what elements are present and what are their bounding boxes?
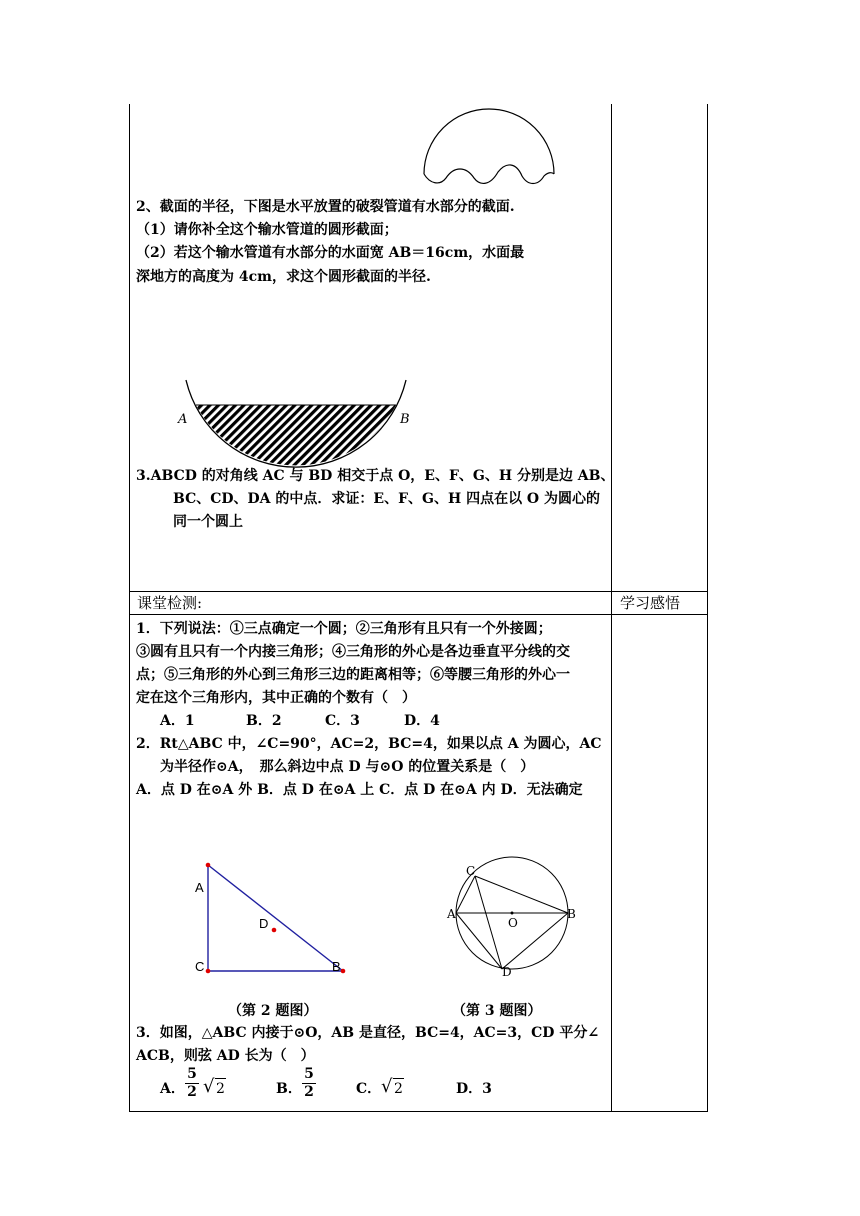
fig2-point-c: [206, 969, 211, 974]
fig2-point-a: [206, 863, 211, 868]
test-q1-line1: 1．下列说法：①三点确定一个圆；②三角形有且只有一个外接圆；: [136, 621, 552, 637]
option-a-denominator: 2: [187, 1084, 197, 1100]
option-a-fraction: [185, 1066, 199, 1101]
test-q3-option-a-label: A．: [160, 1081, 185, 1097]
fig3-caption: （第 3 题图）: [452, 1003, 542, 1019]
option-a-numerator: 5: [187, 1066, 197, 1082]
fig2-label-c: C: [195, 959, 205, 974]
test-q3-option-c-label: C．: [356, 1081, 382, 1097]
fig2-point-d: [272, 928, 277, 933]
table-border-right: [707, 104, 708, 1112]
fig3-label-b: B: [567, 907, 576, 921]
test-q1-option-a: A．1: [160, 713, 195, 729]
option-b-denominator: 2: [304, 1084, 314, 1100]
fig2-caption: （第 2 题图）: [228, 1003, 318, 1019]
test-q1-line4: 定在这个三角形内，其中正确的个数有（ ）: [136, 690, 416, 706]
pipe-label-b: B: [400, 412, 410, 427]
test-q1-option-c: C．3: [325, 713, 360, 729]
classroom-test-header: 课堂检测:: [137, 594, 203, 612]
fig3-label-a: A: [447, 907, 456, 921]
option-a-sqrt-sign: √: [203, 1076, 215, 1097]
test-q3-line2: ACB，则弦 AD 长为（ ）: [136, 1048, 315, 1064]
option-a-sqrt-arg: 2: [215, 1078, 226, 1099]
test-q1-line3: 点；⑤三角形的外心到三角形三边的距离相等；⑥等腰三角形的外心一: [136, 667, 570, 683]
q3-text-line3: 同一个圆上: [173, 514, 243, 530]
reflection-header: 学习感悟: [620, 594, 681, 612]
option-c-sqrt-sign: √: [381, 1076, 393, 1097]
test-q3-option-d: D．3: [456, 1081, 492, 1097]
table-border-middle: [611, 104, 612, 1112]
test-q2-options: A．点 D 在⊙A 外 B．点 D 在⊙A 上 C．点 D 在⊙A 内 D．无法确定: [136, 782, 583, 798]
test-q1-option-b: B．2: [246, 713, 282, 729]
test-q2-line1: 2．Rt△ABC 中，∠C=90°，AC=2，BC=4，如果以点 A 为圆心，AC: [136, 736, 602, 752]
q2-text-line4: 深地方的高度为 4cm，求这个圆形截面的半径.: [136, 269, 431, 285]
fig2-point-b: [341, 969, 346, 974]
fig2-label-a: A: [195, 880, 204, 895]
test-q1-line2: ③圆有且只有一个内接三角形；④三角形的外心是各边垂直平分线的交: [136, 644, 570, 660]
test-q2-line2: 为半径作⊙A， 那么斜边中点 D 与⊙O 的位置关系是（ ）: [160, 759, 535, 775]
q3-text-line1: 3.ABCD 的对角线 AC 与 BD 相交于点 O，E、F、G、H 分别是边 AB、: [136, 468, 615, 484]
option-c-sqrt-arg: 2: [393, 1078, 404, 1099]
test-q3-line1: 3．如图，△ABC 内接于⊙O，AB 是直径，BC=4，AC=3，CD 平分∠: [136, 1025, 600, 1041]
option-b-numerator: 5: [304, 1066, 314, 1082]
fig2-label-b: B: [332, 959, 341, 974]
test-q3-option-b-label: B．: [276, 1081, 302, 1097]
fig3-label-c: C: [466, 864, 476, 878]
fig3-label-o: O: [508, 916, 518, 930]
pipe-label-a: A: [178, 412, 188, 427]
q2-text-line2: （1）请你补全这个输水管道的圆形截面；: [136, 222, 398, 238]
water-pipe-figure: [170, 375, 420, 470]
table-border-left: [129, 104, 130, 1112]
fig3-label-d: D: [502, 965, 512, 979]
q3-text-line2: BC、CD、DA 的中点．求证：E、F、G、H 四点在以 O 为圆心的: [173, 491, 601, 507]
option-b-fraction: [302, 1066, 316, 1101]
q2-text-line1: 2、截面的半径，下图是水平放置的破裂管道有水部分的截面.: [136, 199, 515, 215]
q2-text-line3: （2）若这个输水管道有水部分的水面宽 AB＝16cm，水面最: [136, 245, 525, 261]
fig2-label-d: D: [259, 916, 269, 931]
table-border-bottom: [129, 1111, 708, 1112]
broken-pipe-figure: [420, 120, 560, 190]
test-q1-option-d: D．4: [404, 713, 440, 729]
